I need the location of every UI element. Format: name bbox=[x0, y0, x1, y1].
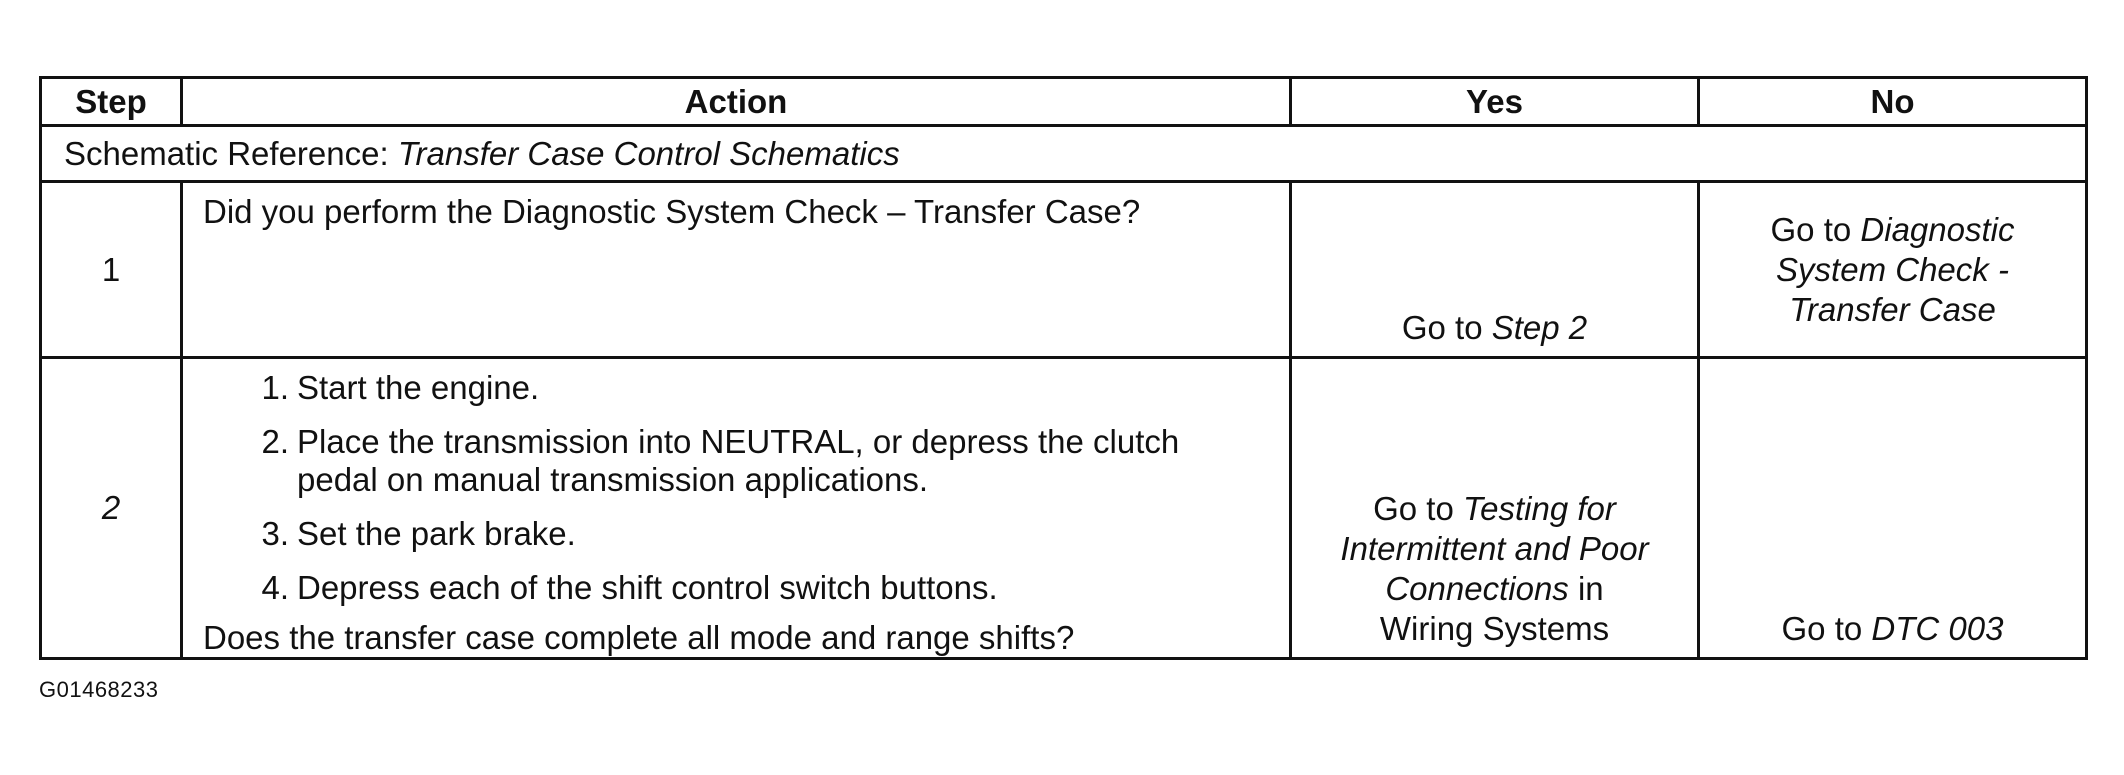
reference-link[interactable]: Transfer Case Control Schematics bbox=[397, 134, 900, 172]
no-cell bbox=[1699, 358, 2087, 659]
yes-line4: Wiring Systems bbox=[1379, 610, 1610, 647]
header-step: Step bbox=[41, 78, 182, 126]
list-item: 3. Set the park brake. bbox=[261, 515, 576, 552]
yes-prefix: Go to bbox=[1401, 309, 1492, 346]
schematic-reference bbox=[41, 126, 2087, 182]
header-row bbox=[41, 78, 2087, 126]
no-prefix: Go to bbox=[1781, 610, 1872, 647]
action-question: Did you perform the Diagnostic System Check – Transfer Case? bbox=[203, 193, 1141, 230]
figure-id: G01468233 bbox=[39, 677, 159, 702]
diagnostic-table bbox=[39, 76, 2088, 660]
header-action: Action bbox=[182, 78, 1291, 126]
table-row bbox=[41, 358, 2087, 659]
no-link-line1[interactable]: Diagnostic bbox=[1860, 210, 2015, 248]
list-item: 2. Place the transmission into NEUTRAL, or depress the clutch pedal on manual transmission applications. bbox=[261, 423, 1180, 498]
table-row bbox=[41, 182, 2087, 358]
header-no: No bbox=[1699, 78, 2087, 126]
yes-cell bbox=[1291, 182, 1699, 358]
action-steps bbox=[203, 369, 1269, 607]
yes-suffix: in bbox=[1568, 570, 1604, 607]
yes-prefix: Go to bbox=[1373, 490, 1463, 527]
yes-link-line1[interactable]: Testing for bbox=[1463, 490, 1616, 527]
no-prefix: Go to bbox=[1770, 210, 1861, 248]
yes-link[interactable]: Step 2 bbox=[1491, 309, 1588, 346]
no-cell bbox=[1699, 182, 2087, 358]
step-number: 2 bbox=[41, 358, 182, 659]
action-cell bbox=[182, 358, 1291, 659]
yes-link-line2[interactable]: Intermittent and Poor bbox=[1340, 530, 1649, 567]
no-link-line2[interactable]: System Check - bbox=[1776, 250, 2009, 288]
action-question: Does the transfer case complete all mode and range shifts? bbox=[203, 619, 1075, 656]
reference-label: Schematic Reference: bbox=[64, 134, 398, 172]
step-number: 1 bbox=[41, 182, 182, 358]
header-yes: Yes bbox=[1291, 78, 1699, 126]
no-link[interactable]: DTC 003 bbox=[1871, 610, 2004, 647]
yes-cell bbox=[1291, 358, 1699, 659]
list-item: 1. Start the engine. bbox=[261, 369, 540, 406]
list-item: 4. Depress each of the shift control switch buttons. bbox=[261, 569, 998, 606]
no-link-line3[interactable]: Transfer Case bbox=[1789, 290, 1996, 328]
yes-link-line3[interactable]: Connections bbox=[1385, 570, 1569, 607]
action-cell bbox=[182, 182, 1291, 358]
reference-row bbox=[41, 126, 2087, 182]
